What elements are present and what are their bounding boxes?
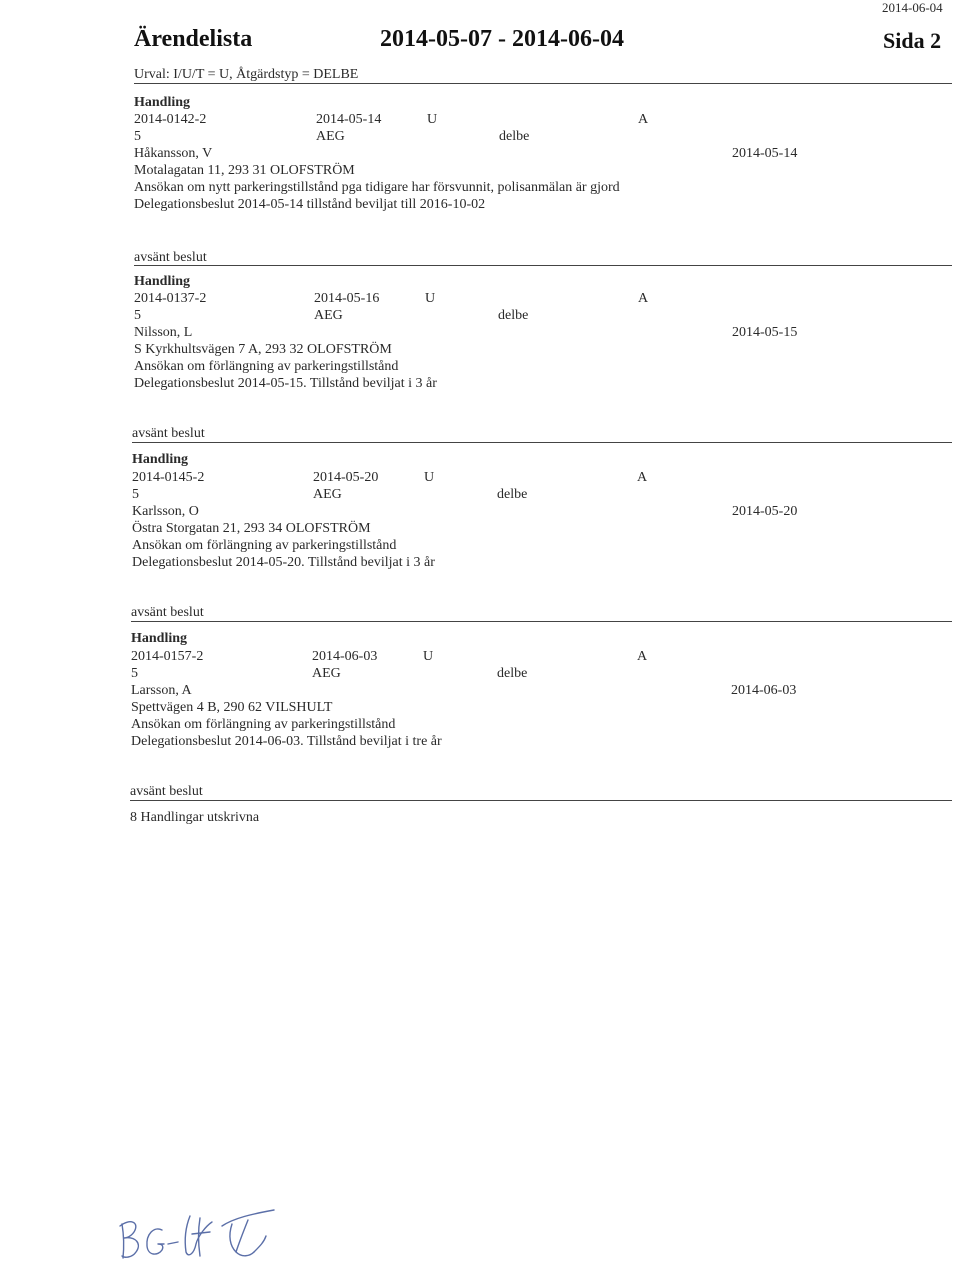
record-divider [130, 800, 952, 801]
record-description: Ansökan om förlängning av parkeringstillstånd [134, 359, 399, 374]
record-description: Ansökan om förlängning av parkeringstillstånd [131, 717, 396, 732]
record-action: delbe [497, 487, 528, 502]
record-action: delbe [497, 666, 528, 681]
record-decision-date: 2014-05-20 [732, 504, 798, 519]
record-type: U [427, 112, 438, 127]
record-status: A [638, 112, 649, 127]
record-footer-note: avsänt beslut [131, 605, 204, 620]
record-action: delbe [499, 129, 530, 144]
record-id: 2014-0145-2 [132, 470, 205, 485]
record-status: A [638, 291, 649, 306]
record-decision-date: 2014-05-15 [732, 325, 798, 340]
page-number: Sida 2 [883, 28, 942, 53]
record-address: Spettvägen 4 B, 290 62 VILSHULT [131, 700, 333, 715]
record-address: Östra Storgatan 21, 293 34 OLOFSTRÖM [132, 521, 371, 536]
record-date: 2014-05-14 [316, 112, 382, 127]
filter-criteria: Urval: I/U/T = U, Åtgärdstyp = DELBE [134, 67, 359, 82]
record-section-label: Handling [131, 631, 188, 646]
record-footer-note: avsänt beslut [134, 250, 207, 265]
record-name: Nilsson, L [134, 325, 193, 340]
header-divider [134, 83, 952, 84]
record-type: U [423, 649, 434, 664]
record-date: 2014-06-03 [312, 649, 378, 664]
record-name: Karlsson, O [132, 504, 199, 519]
record-type: U [424, 470, 435, 485]
record-decision-date: 2014-06-03 [731, 683, 797, 698]
record-number: 5 [131, 666, 138, 681]
page-title: Ärendelista [134, 26, 253, 52]
handwritten-signature [114, 1196, 294, 1266]
record-number: 5 [132, 487, 139, 502]
record-section-label: Handling [134, 95, 191, 110]
record-name: Larsson, A [131, 683, 192, 698]
record-type: U [425, 291, 436, 306]
record-date: 2014-05-20 [313, 470, 379, 485]
record-number: 5 [134, 129, 141, 144]
record-unit: AEG [312, 666, 341, 681]
record-id: 2014-0157-2 [131, 649, 204, 664]
record-status: A [637, 470, 648, 485]
record-divider [134, 265, 952, 266]
print-date: 2014-06-04 [882, 0, 943, 15]
record-name: Håkansson, V [134, 146, 213, 161]
record-section-label: Handling [134, 274, 191, 289]
record-footer-note: avsänt beslut [132, 426, 205, 441]
record-unit: AEG [313, 487, 342, 502]
record-status: A [637, 649, 648, 664]
record-section-label: Handling [132, 452, 189, 467]
record-unit: AEG [316, 129, 345, 144]
record-id: 2014-0137-2 [134, 291, 207, 306]
record-description: Ansökan om förlängning av parkeringstillstånd [132, 538, 397, 553]
summary-count: 8 Handlingar utskrivna [130, 810, 260, 825]
record-action: delbe [498, 308, 529, 323]
record-address: Motalagatan 11, 293 31 OLOFSTRÖM [134, 163, 355, 178]
record-id: 2014-0142-2 [134, 112, 207, 127]
record-decision-date: 2014-05-14 [732, 146, 798, 161]
record-decision: Delegationsbeslut 2014-05-15. Tillstånd beviljat i 3 år [134, 376, 437, 391]
record-number: 5 [134, 308, 141, 323]
record-divider [131, 621, 952, 622]
record-decision: Delegationsbeslut 2014-05-14 tillstånd beviljat till 2016-10-02 [134, 197, 486, 212]
record-unit: AEG [314, 308, 343, 323]
record-description: Ansökan om nytt parkeringstillstånd pga tidigare har försvunnit, polisanmälan är gjord [134, 180, 620, 195]
record-divider [132, 442, 952, 443]
record-decision: Delegationsbeslut 2014-06-03. Tillstånd beviljat i tre år [131, 734, 442, 749]
date-range: 2014-05-07 - 2014-06-04 [380, 26, 624, 52]
record-footer-note: avsänt beslut [130, 784, 203, 799]
record-date: 2014-05-16 [314, 291, 380, 306]
record-decision: Delegationsbeslut 2014-05-20. Tillstånd beviljat i 3 år [132, 555, 435, 570]
record-address: S Kyrkhultsvägen 7 A, 293 32 OLOFSTRÖM [134, 342, 392, 357]
